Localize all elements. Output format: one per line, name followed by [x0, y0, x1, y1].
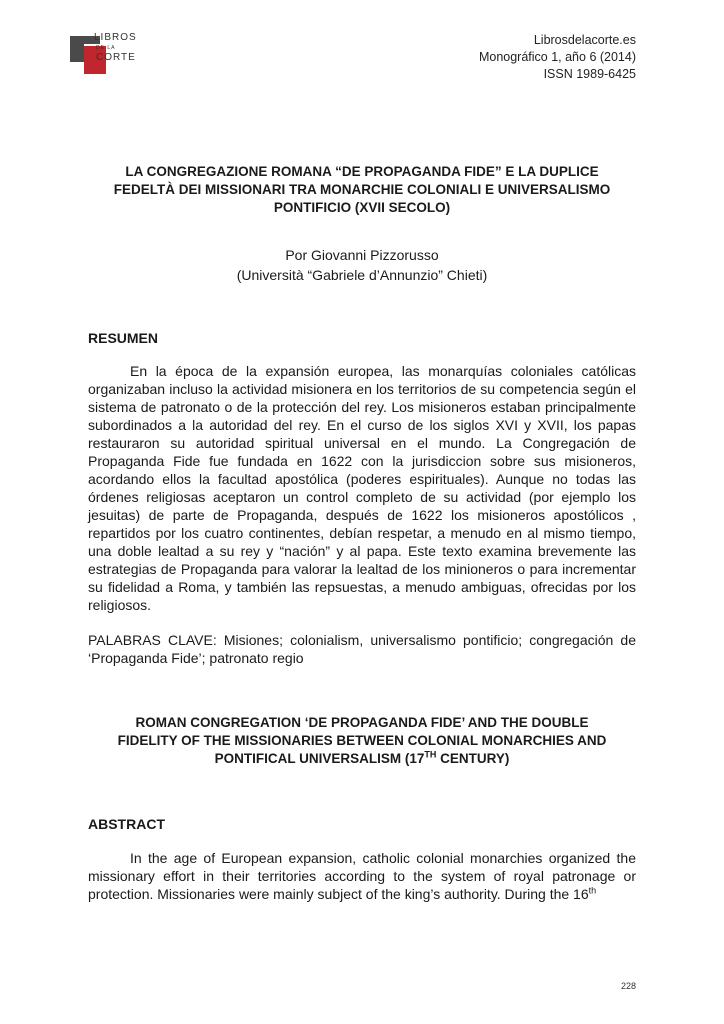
title-en-line-2: FIDELITY OF THE MISSIONARIES BETWEEN COLONIAL MONARCHIES AND: [117, 733, 607, 748]
logo-text-libros: LIBROS: [94, 32, 137, 43]
title-line-1: LA CONGREGAZIONE ROMANA “DE PROPAGANDA FIDE” E LA DUPLICE: [125, 164, 599, 179]
title-en-line-3: [88, 750, 636, 768]
journal-site: Librosdelacorte.es: [533, 33, 636, 47]
title-line-2: FEDELTÀ DEI MISSIONARI TRA MONARCHIE COLONIALI E UNIVERSALISMO: [113, 182, 611, 197]
page-number: 228: [620, 981, 636, 991]
logo-text-dela: DE LA: [96, 45, 116, 51]
resumen-paragraph: [88, 362, 636, 614]
article-title-english: [88, 714, 636, 768]
title-en-line-1: ROMAN CONGREGATION ‘DE PROPAGANDA FIDE’ AND THE DOUBLE: [135, 715, 589, 730]
abstract-paragraph: [88, 849, 636, 903]
author-block: [88, 245, 636, 285]
title-line-3: PONTIFICIO (XVII SECOLO): [273, 200, 451, 215]
resumen-text: En la época de la expansión europea, las monarquías coloniales católicas organizaban incluso la actividad misionera en los territorios de su competencia según el sistema de patronato o de la protección del rey. Los misioneros estaban principalmente subordinados a la autoridad del rey. En el curso de los siglos XVI y XVII, los papas restauraron su autoridad spiritual universal en el mundo. La Congregación de Propaganda Fide fue fundada en 1622 con la jurisdiccion sobre sus misioneros, acordando ellos la facultad apostólica (poderes espirituales). Aunque no todas las órdenes religiosas aceptaron un control completo de su actividad (por ejemplo los jesuitas) de parte de Propaganda, después de 1622 los misioneros apostólicos , repartidos por los cuatro continentes, debían respetar, a menudo en al mismo tiempo, una doble lealtad a su rey y “nación” y al papa. Este texto examina brevemente las estrategias de Propaganda para valorar la lealtad de los minioneros o para incrementar su fidelidad a Roma, y también las repsuestas, a menudo ambiguas, ofrecidas por los religiosos.: [88, 363, 636, 613]
title-en-superscript: TH: [424, 749, 437, 760]
article-title-italian: [88, 163, 636, 217]
title-en-line-3-end: CENTURY): [436, 751, 510, 766]
author-name: Por Giovanni Pizzorusso: [285, 247, 439, 263]
journal-issue: Monográfico 1, año 6 (2014): [478, 50, 636, 64]
author-affiliation: (Università “Gabriele d’Annunzio” Chieti): [236, 267, 488, 283]
journal-header: [479, 32, 636, 83]
journal-issn: ISSN 1989-6425: [543, 67, 636, 81]
abstract-superscript: th: [588, 885, 597, 896]
libros-de-la-corte-logo: [70, 32, 160, 76]
title-en-line-3-text: PONTIFICAL UNIVERSALISM (17: [214, 751, 425, 766]
keywords-paragraph: PALABRAS CLAVE: Misiones; colonialism, universalismo pontificio; congregación de ‘Propaganda Fide’; patronato regio: [88, 632, 636, 666]
abstract-heading: ABSTRACT: [88, 816, 165, 832]
resumen-heading: RESUMEN: [88, 330, 159, 346]
abstract-text: In the age of European expansion, catholic colonial monarchies organized the missionary effort in their territories according to the system of royal patronage or protection. Missionaries were mainly subject of the king’s authority. During the 16: [88, 850, 636, 902]
logo-text-corte: CORTE: [96, 52, 136, 63]
